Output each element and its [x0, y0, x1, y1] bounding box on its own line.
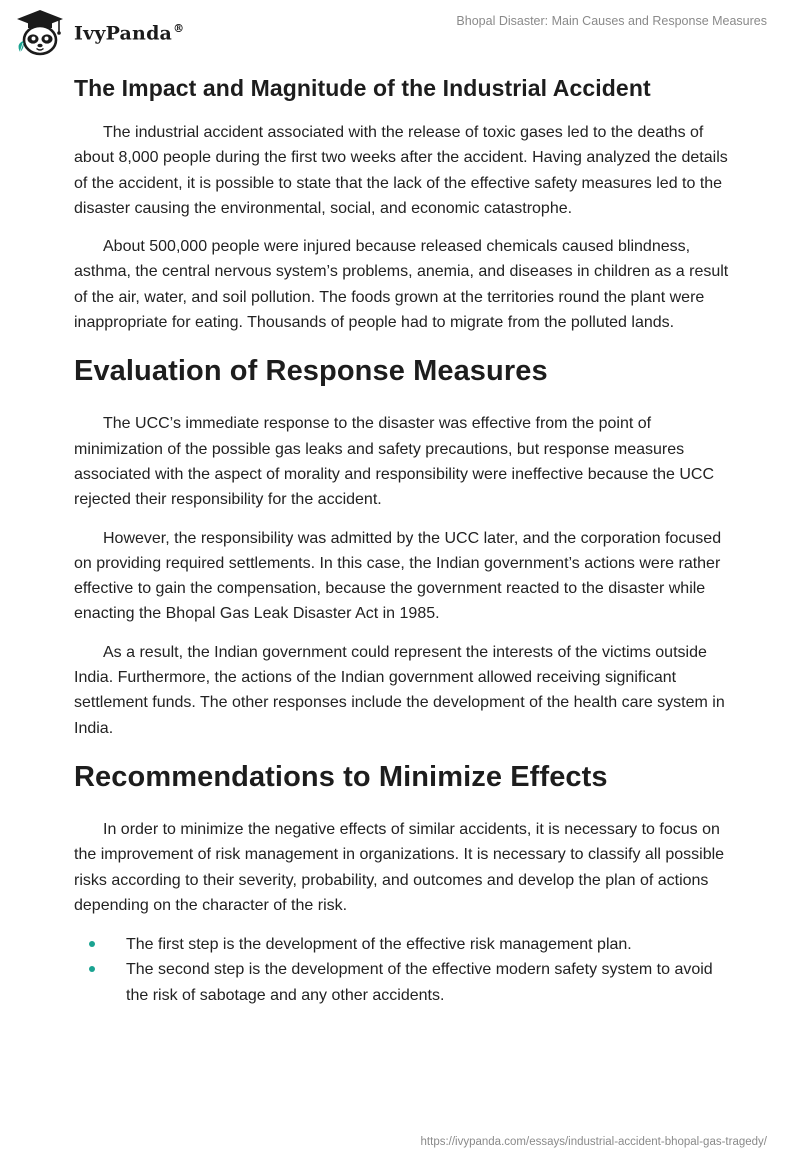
- recommendations-list: [74, 932, 734, 1008]
- bullet-icon: [89, 966, 95, 972]
- section-heading-evaluation: Evaluation of Response Measures: [74, 355, 548, 388]
- brand-logo[interactable]: [14, 8, 184, 58]
- section-heading-recommendations: Recommendations to Minimize Effects: [74, 760, 608, 793]
- list-item: [74, 957, 734, 1008]
- paragraph: However, the responsibility was admitted by the UCC later, and the corporation focused on providing required settlements. In this case, the Indian government’s actions were rather effective to gain the compensation, because the government reacted to the disaster while enacting the Bhopal Gas Leak Disaster Act in 1985.: [74, 529, 722, 623]
- bullet-icon: [89, 941, 95, 947]
- paragraph: As a result, the Indian government could represent the interests of the victims outside India. Furthermore, the actions of the Indian government allowed receiving significant settlement funds. The other responses include the development of the health care system in India.: [74, 643, 725, 737]
- list-item-text: The second step is the development of the effective modern safety system to avoid the risk of sabotage and any other accidents.: [126, 961, 713, 1004]
- panda-graduate-icon: [14, 8, 66, 58]
- paragraph: In order to minimize the negative effects of similar accidents, it is necessary to focus on the improvement of risk management in organizations. It is necessary to classify all possible risks according to their severity, probability, and outcomes and develop the plan of actions depending on the character of the risk.: [74, 820, 725, 914]
- essay-content: [74, 70, 734, 1008]
- paragraph: About 500,000 people were injured because released chemicals caused blindness, asthma, the central nervous system’s problems, anemia, and diseases in children as a result of the air, water, and soil pollution. The foods grown at the territories round the plant were inappropriate for eating. Thousands of people had to migrate from the polluted lands.: [74, 238, 729, 332]
- source-url[interactable]: https://ivypanda.com/essays/industrial-accident-bhopal-gas-tragedy/: [420, 1136, 767, 1148]
- list-item-text: The first step is the development of the effective risk management plan.: [126, 936, 632, 954]
- page-header: [0, 0, 800, 70]
- paragraph: The industrial accident associated with the release of toxic gases led to the deaths of about 8,000 people during the first two weeks after the accident. Having analyzed the details of the accident, it is possible to state that the lack of the effective safety measures led to the disaster causing the environmental, social, and economic catastrophe.: [74, 124, 728, 217]
- section-heading-impact: The Impact and Magnitude of the Industrial Accident: [74, 75, 651, 101]
- brand-name: IvyPanda®: [74, 21, 185, 45]
- paragraph: The UCC’s immediate response to the disaster was effective from the point of minimization of the possible gas leaks and safety precautions, but response measures associated with the aspect of morality and responsibility were ineffective because the UCC rejected their responsibility for the accident.: [74, 415, 715, 509]
- list-item: [74, 932, 734, 957]
- document-title: Bhopal Disaster: Main Causes and Response Measures: [456, 14, 767, 28]
